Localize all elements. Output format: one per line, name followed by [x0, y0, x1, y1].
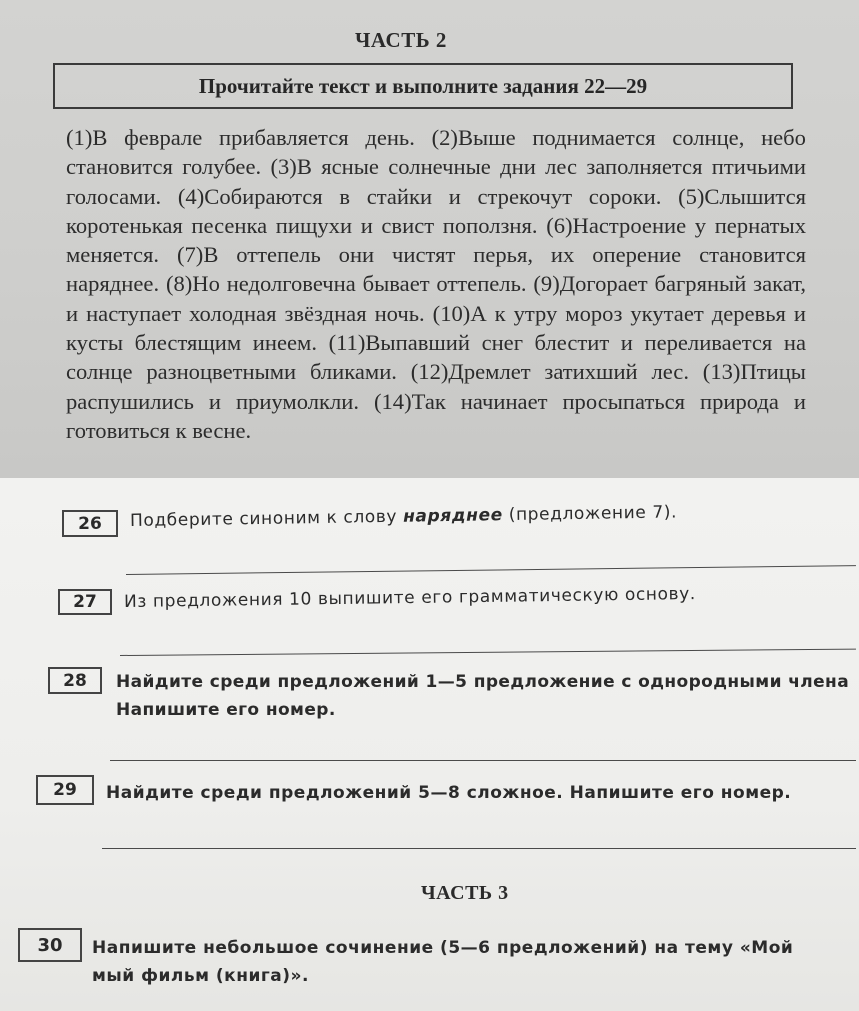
sentence-12: (12)Дремлет затихший лес. — [410, 359, 689, 385]
sentence-4: (4)Собираются в стайки и стрекочут сороки. — [177, 183, 662, 209]
sentence-3: (3)В ясные солнечные дни лес заполняется птичьими голосами. — [66, 154, 806, 209]
task-29-text: Найдите среди предложений 5—8 сложное. Напишите его номер. — [106, 783, 792, 803]
task-28-text-line1: Найдите среди предложений 1—5 предложение с однородными члена — [116, 672, 850, 692]
sentence-8: (8)Но недолговечна бывает оттепель. — [165, 271, 527, 297]
sentence-2: (2)Выше поднимается солнце, небо становится голубее. — [66, 125, 806, 180]
task-29-answer-line — [102, 848, 856, 849]
task-30-text-line1: Напишите небольшое сочинение (5—6 предложений) на тему «Мой — [92, 938, 794, 958]
task-number-29: 29 — [36, 775, 94, 805]
task-29-answer-field[interactable] — [102, 823, 856, 849]
sentence-14: (14)Так начинает просыпаться природа и готовиться к весне. — [66, 388, 806, 443]
part3-title: ЧАСТЬ 3 — [421, 882, 509, 904]
sentence-5: (5)Слышится коротенькая песенка пищухи и свист поползня. — [66, 183, 807, 238]
reading-text — [66, 123, 806, 445]
task-number-26: 26 — [62, 510, 118, 537]
sentence-13: (13)Птицы распушились и приумолкли. — [66, 359, 806, 414]
part2-title: ЧАСТЬ 2 — [355, 28, 447, 52]
task-30-text-line2: мый фильм (книга)». — [92, 966, 309, 986]
task-number-28: 28 — [48, 667, 102, 694]
task-27-text: Из предложения 10 выпишите его грамматическую основу. — [123, 584, 697, 612]
task-26-prompt-end: (предложение 7). — [502, 502, 678, 526]
task-28-answer-field[interactable] — [110, 735, 856, 761]
instruction-box — [53, 63, 793, 109]
sentence-6: (6)Настроение у пернатых меняется. — [66, 212, 807, 268]
task-28-text-line2: Напишите его номер. — [116, 700, 336, 720]
task-28-answer-line — [110, 760, 856, 761]
sentence-11: (11)Выпавший снег блестит и переливается на солнце разноцветными бликами. — [66, 330, 806, 385]
sentence-10: (10)А к утру мороз укутает деревья и кусты блестящим инеем. — [66, 300, 806, 356]
sentence-7: (7)В оттепель они чистят перья, их оперение становится наряднее. — [66, 242, 806, 297]
sentence-9: (9)Догорает багряный закат, и наступает холодная звёздная ночь. — [66, 271, 806, 326]
task-number-30: 30 — [18, 928, 82, 962]
sentence-1: (1)В феврале прибавляется день. — [66, 125, 415, 150]
task-26-prompt: Подберите синоним к слову — [129, 506, 404, 531]
task-26-keyword: наряднее — [402, 505, 503, 527]
task-number-27: 27 — [58, 589, 112, 615]
instruction-text: Прочитайте текст и выполните задания 22—29 — [198, 73, 648, 98]
